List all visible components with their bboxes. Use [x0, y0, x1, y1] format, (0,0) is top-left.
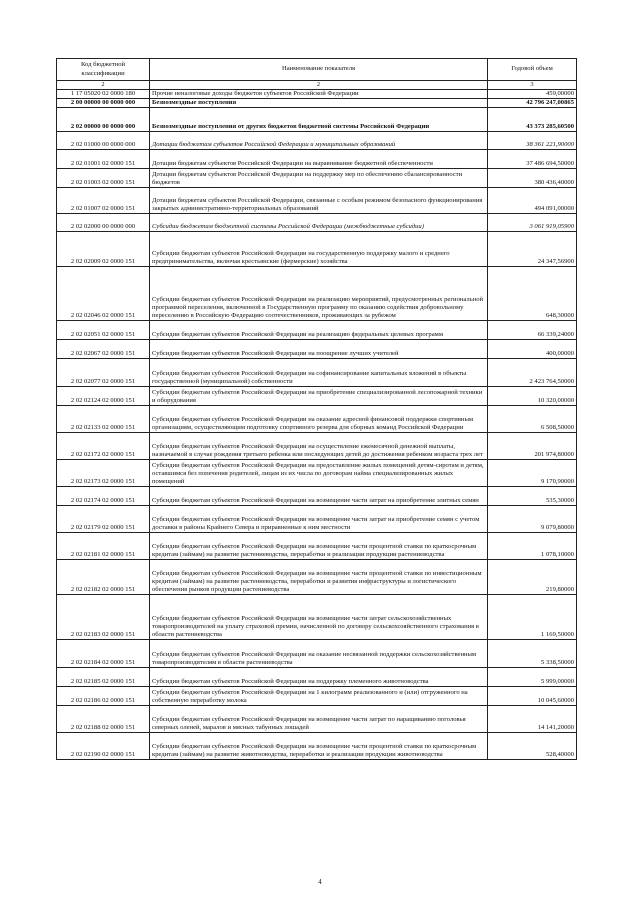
table-row: [57, 150, 577, 169]
table-header-row: [57, 59, 577, 81]
row-amount: 2 423 764,50000: [488, 359, 577, 387]
table-row: [57, 99, 577, 108]
row-amount: 37 486 694,50000: [488, 150, 577, 169]
row-amount: 10 320,00000: [488, 387, 577, 406]
table-body: [57, 90, 577, 760]
row-amount: 42 796 247,00865: [488, 99, 577, 108]
column-number-amount: 3: [488, 81, 577, 90]
table-row: [57, 387, 577, 406]
table-row: [57, 108, 577, 132]
header-name: Наименование показателя: [150, 59, 488, 81]
row-code: 2 02 02184 02 0000 151: [57, 640, 150, 668]
row-name: Субсидии бюджетам субъектов Российской Федерации на реализацию федеральных целевых программ: [150, 321, 488, 340]
row-code: 2 02 02186 02 0000 151: [57, 687, 150, 706]
row-name: Субсидии бюджетам субъектов Российской Федерации на оказание адресной финансовой поддержки спортивным организациям, осуществляющим подготовку спортивного резерва для сборных команд Российской Федерации: [150, 406, 488, 433]
row-name: Субсидии бюджетам субъектов Российской Федерации на возмещение части процентной ставки по краткосрочным кредитам (займам) на развитие животноводства, переработки и реализации продукции животноводства: [150, 733, 488, 760]
row-name: Субсидии бюджетам субъектов Российской Федерации на приобретение специализированной лесопожарной техники и оборудования: [150, 387, 488, 406]
row-name: Субсидии бюджетам субъектов Российской Федерации на оказание несвязанной поддержки сельскохозяйственным товаропроизводителям в области растениеводства: [150, 640, 488, 668]
column-number-row: [57, 81, 577, 90]
table-row: [57, 733, 577, 760]
row-name: Субсидии бюджетам субъектов Российской Федерации на осуществление ежемесячной денежной выплаты, назначаемой в случае рождения третьего ребенка или последующих детей до достижения ребенком возраста трех лет: [150, 433, 488, 460]
row-name: Субсидии бюджетам субъектов Российской Федерации на возмещение части процентной ставки по краткосрочным кредитам (займам) на развитие растениеводства, переработки и реализации продукции растениеводства: [150, 533, 488, 560]
row-amount: 494 091,00000: [488, 188, 577, 214]
row-amount: 648,30000: [488, 267, 577, 321]
table-row: [57, 321, 577, 340]
table-row: [57, 640, 577, 668]
row-name: Прочие неналоговые доходы бюджетов субъектов Российской Федерации: [150, 90, 488, 99]
row-code: 2 02 02183 02 0000 151: [57, 595, 150, 640]
row-name: Дотации бюджетам субъектов Российской Федерации и муниципальных образований: [150, 132, 488, 150]
budget-table-container: [56, 58, 576, 760]
table-row: [57, 487, 577, 506]
row-name: Субсидии бюджетам субъектов Российской Федерации на возмещение части затрат на приобретение элитных семян: [150, 487, 488, 506]
row-name: Субсидии бюджетам субъектов Российской Федерации на поощрение лучших учителей: [150, 340, 488, 359]
row-amount: 201 974,80000: [488, 433, 577, 460]
column-number-code: 2: [57, 81, 150, 90]
row-code: 2 02 02173 02 0000 151: [57, 460, 150, 487]
row-code: 2 02 01001 02 0000 151: [57, 150, 150, 169]
row-code: 2 02 02124 02 0000 151: [57, 387, 150, 406]
row-amount: 10 045,60000: [488, 687, 577, 706]
row-name: Субсидии бюджетам бюджетной системы Российской Федерации (межбюджетные субсидии): [150, 214, 488, 232]
row-amount: 24 347,56900: [488, 232, 577, 267]
table-row: [57, 169, 577, 188]
row-amount: 535,30000: [488, 487, 577, 506]
table-row: [57, 595, 577, 640]
row-name: Дотации бюджетам субъектов Российской Федерации, связанные с особым режимом безопасного функционирования закрытых административно-территориальных образований: [150, 188, 488, 214]
column-number-name: 2: [150, 81, 488, 90]
row-code: 2 02 01007 02 0000 151: [57, 188, 150, 214]
row-code: 2 02 02009 02 0000 151: [57, 232, 150, 267]
row-amount: 1 169,50000: [488, 595, 577, 640]
row-name: Субсидии бюджетам субъектов Российской Федерации на государственную поддержку малого и среднего предпринимательства, включая крестьянские (фермерские) хозяйства: [150, 232, 488, 267]
row-name: Субсидии бюджетам субъектов Российской Федерации на возмещение части процентной ставки по инвестиционным кредитам (займам) на развитие растениеводства, переработки и развития инфраструктуры и логистического обеспечения рынков продукции растениеводства: [150, 560, 488, 595]
row-name: Дотации бюджетам субъектов Российской Федерации на поддержку мер по обеспечению сбалансированности бюджетов: [150, 169, 488, 188]
row-name: Субсидии бюджетам субъектов Российской Федерации на возмещение части затрат по наращиванию поголовья северных оленей, маралов и мясных табунных лошадей: [150, 706, 488, 733]
table-row: [57, 359, 577, 387]
row-code: 2 02 01003 02 0000 151: [57, 169, 150, 188]
row-amount: 3 061 919,05900: [488, 214, 577, 232]
row-amount: 528,40000: [488, 733, 577, 760]
row-name: Субсидии бюджетам субъектов Российской Федерации на 1 килограмм реализованного и (или) отгруженного на собственную переработку молока: [150, 687, 488, 706]
row-amount: 6 508,50000: [488, 406, 577, 433]
row-code: 2 02 00000 00 0000 000: [57, 108, 150, 132]
row-amount: 380 436,40000: [488, 169, 577, 188]
row-code: 2 02 02077 02 0000 151: [57, 359, 150, 387]
row-code: 2 02 02172 02 0000 151: [57, 433, 150, 460]
table-row: [57, 560, 577, 595]
table-row: [57, 706, 577, 733]
table-row: [57, 433, 577, 460]
row-amount: 14 141,20000: [488, 706, 577, 733]
row-amount: 9 079,80000: [488, 506, 577, 533]
row-name: Безвозмездные поступления: [150, 99, 488, 108]
row-code: 2 02 02181 02 0000 151: [57, 533, 150, 560]
row-amount: 5 999,00000: [488, 668, 577, 687]
table-row: [57, 267, 577, 321]
table-row: [57, 90, 577, 99]
row-code: 2 02 02000 00 0000 000: [57, 214, 150, 232]
row-amount: 1 078,10000: [488, 533, 577, 560]
row-name: Субсидии бюджетам субъектов Российской Федерации на софинансирование капитальных вложений в объекты государственной (муниципальной) собственности: [150, 359, 488, 387]
row-code: 2 02 02185 02 0000 151: [57, 668, 150, 687]
row-name: Субсидии бюджетам субъектов Российской Федерации на предоставление жилых помещений детям-сиротам и детям, оставшимся без попечения родителей, лицам из их числа по договорам найма специализированных жилых помещений: [150, 460, 488, 487]
page-number: 4: [318, 878, 322, 886]
row-amount: 5 338,50000: [488, 640, 577, 668]
row-code: 2 02 02190 02 0000 151: [57, 733, 150, 760]
table-row: [57, 340, 577, 359]
table-row: [57, 460, 577, 487]
table-row: [57, 687, 577, 706]
row-name: Субсидии бюджетам субъектов Российской Федерации на поддержку племенного животноводства: [150, 668, 488, 687]
header-amount: Годовой объем: [488, 59, 577, 81]
row-amount: 38 361 221,90000: [488, 132, 577, 150]
row-amount: 459,00000: [488, 90, 577, 99]
row-name: Субсидии бюджетам субъектов Российской Федерации на возмещение части затрат сельскохозяйственных товаропроизводителей на уплату страховой премии, начисленной по договору сельскохозяйственного страхования в области растениеводства: [150, 595, 488, 640]
row-code: 2 00 00000 00 0000 000: [57, 99, 150, 108]
row-amount: 43 373 285,60500: [488, 108, 577, 132]
table-row: [57, 406, 577, 433]
row-name: Субсидии бюджетам субъектов Российской Федерации на реализацию мероприятий, предусмотренных региональной программой переселения, включенной в Государственную программу по оказанию содействия добровольному переселению в Российскую Федерацию соотечественников, проживающих за рубежом: [150, 267, 488, 321]
table-row: [57, 188, 577, 214]
row-amount: 400,00000: [488, 340, 577, 359]
row-code: 2 02 02174 02 0000 151: [57, 487, 150, 506]
row-code: 2 02 02051 02 0000 151: [57, 321, 150, 340]
row-amount: 9 170,90000: [488, 460, 577, 487]
row-code: 2 02 02133 02 0000 151: [57, 406, 150, 433]
table-row: [57, 506, 577, 533]
row-amount: 66 339,24000: [488, 321, 577, 340]
table-row: [57, 533, 577, 560]
table-row: [57, 232, 577, 267]
table-row: [57, 132, 577, 150]
table-row: [57, 214, 577, 232]
budget-revenue-table: [56, 58, 577, 760]
header-code: Код бюджетной классификации: [57, 59, 150, 81]
row-code: 2 02 02188 02 0000 151: [57, 706, 150, 733]
row-name: Субсидии бюджетам субъектов Российской Федерации на возмещение части затрат на приобретение семян с учетом доставки в районы Крайнего Севера и приравненные к ним местности: [150, 506, 488, 533]
row-code: 1 17 05020 02 0000 180: [57, 90, 150, 99]
row-code: 2 02 02046 02 0000 151: [57, 267, 150, 321]
row-amount: 219,80000: [488, 560, 577, 595]
row-code: 2 02 02067 02 0000 151: [57, 340, 150, 359]
row-code: 2 02 01000 00 0000 000: [57, 132, 150, 150]
row-code: 2 02 02182 02 0000 151: [57, 560, 150, 595]
row-name: Дотации бюджетам субъектов Российской Федерации на выравнивание бюджетной обеспеченности: [150, 150, 488, 169]
table-row: [57, 668, 577, 687]
row-code: 2 02 02179 02 0000 151: [57, 506, 150, 533]
row-name: Безвозмездные поступления от других бюджетов бюджетной системы Российской Федерации: [150, 108, 488, 132]
